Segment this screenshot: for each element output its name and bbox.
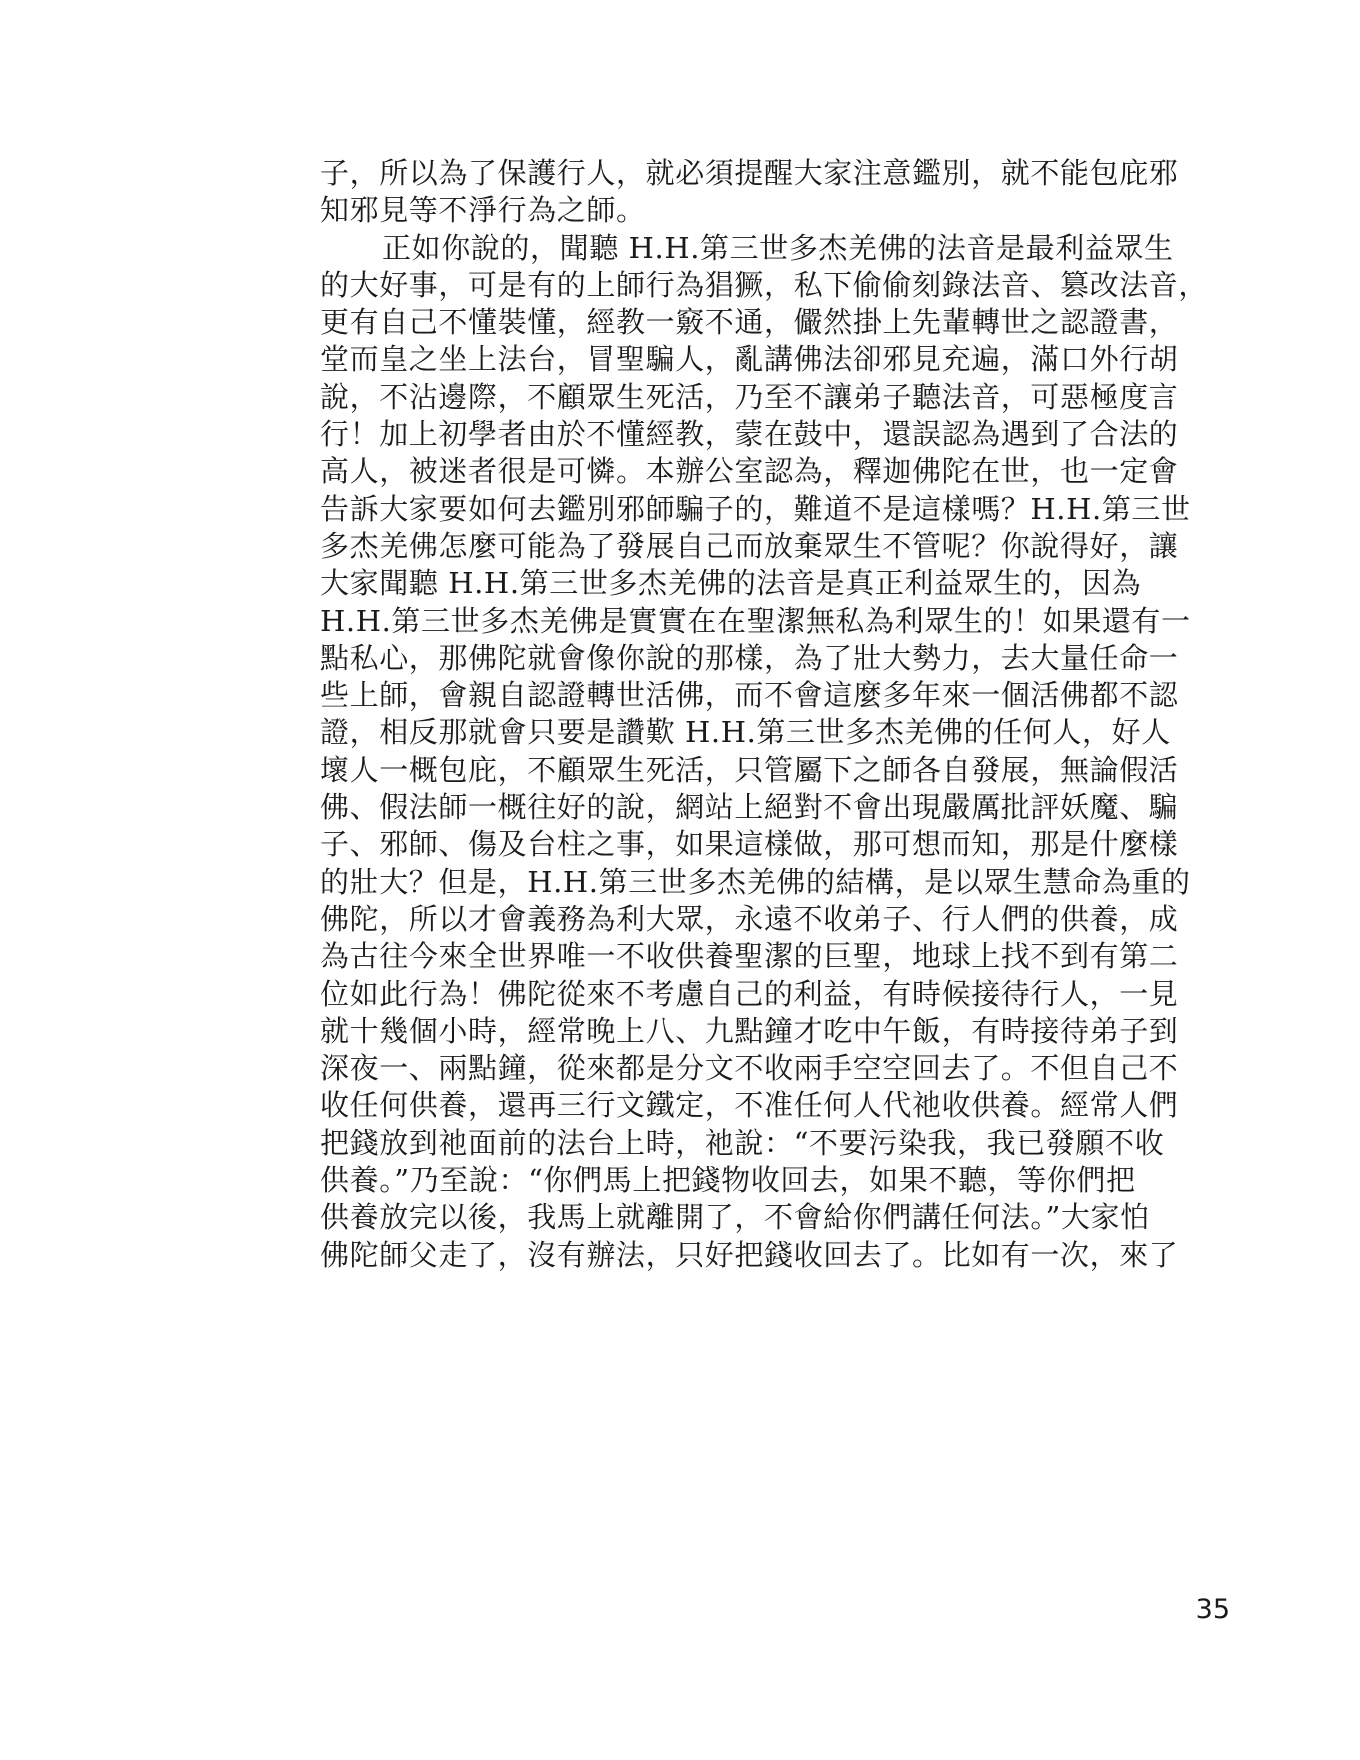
text-line: 的大好事，可是有的上師行為猖獗，私下偷偷刻錄法音、篡改法音， bbox=[320, 267, 1209, 302]
text-line: 知邪見等不淨行為之師。 bbox=[320, 193, 646, 228]
text-line: 就十幾個小時，經常晚上八、九點鐘才吃中午飯，有時接待弟子到 bbox=[320, 1013, 1179, 1048]
text-line: 子、邪師、傷及台柱之事，如果這樣做，那可想而知，那是什麼樣 bbox=[320, 827, 1179, 862]
text-line: 更有自己不懂裝懂，經教一竅不通，儼然掛上先輩轉世之認證書， bbox=[320, 305, 1179, 340]
text-line: 壞人一概包庇，不顧眾生死活，只管屬下之師各自發展，無論假活 bbox=[320, 752, 1179, 787]
text-line: 子，所以為了保護行人，就必須提醒大家注意鑑別，就不能包庇邪 bbox=[320, 156, 1179, 190]
body-text bbox=[320, 155, 1225, 1274]
text-line: 點私心，那佛陀就會像你說的那樣，為了壯大勢力，去大量任命一 bbox=[320, 640, 1179, 675]
text-line: 收任何供養，還再三行文鐵定，不准任何人代祂收供養。經常人們 bbox=[320, 1088, 1179, 1123]
text-line: 把錢放到祂面前的法台上時，祂說：“不要污染我，我已發願不收 bbox=[320, 1125, 1165, 1160]
page-number: 35 bbox=[1195, 1594, 1230, 1625]
paragraph-start-line: 正如你說的，聞聽 H.H.第三世多杰羌佛的法音是最利益眾生 bbox=[382, 230, 1174, 265]
text-line: 些上師，會親自認證轉世活佛，而不會這麼多年來一個活佛都不認 bbox=[320, 678, 1179, 713]
text-line: 告訴大家要如何去鑑別邪師騙子的，難道不是這樣嗎？H.H.第三世 bbox=[320, 491, 1191, 526]
text-line: 供養放完以後，我馬上就離開了，不會給你們講任何法。”大家怕 bbox=[320, 1200, 1150, 1235]
text-line: 說，不沾邊際，不顧眾生死活，乃至不讓弟子聽法音，可惡極度言 bbox=[320, 379, 1179, 414]
text-line: 位如此行為！佛陀從來不考慮自己的利益，有時候接待行人，一見 bbox=[320, 976, 1179, 1011]
text-line: 高人，被迷者很是可憐。本辦公室認為，釋迦佛陀在世，也一定會 bbox=[320, 454, 1179, 489]
text-line: 供養。”乃至說：“你們馬上把錢物收回去，如果不聽，等你們把 bbox=[320, 1163, 1136, 1198]
text-line: 堂而皇之坐上法台，冒聖騙人，亂講佛法卻邪見充遍，滿口外行胡 bbox=[320, 342, 1179, 377]
text-line: 大家聞聽 H.H.第三世多杰羌佛的法音是真正利益眾生的，因為 bbox=[320, 566, 1142, 601]
text-line: 的壯大？但是，H.H.第三世多杰羌佛的結構，是以眾生慧命為重的 bbox=[320, 864, 1191, 899]
text-line: 行！加上初學者由於不懂經教，蒙在鼓中，還誤認為遇到了合法的 bbox=[320, 417, 1179, 452]
text-line: 佛、假法師一概往好的說，網站上絕對不會出現嚴厲批評妖魔、騙 bbox=[320, 790, 1179, 825]
text-line: 多杰羌佛怎麼可能為了發展自己而放棄眾生不管呢？你說得好，讓 bbox=[320, 528, 1179, 563]
text-line: H.H.第三世多杰羌佛是實實在在聖潔無私為利眾生的！如果還有一 bbox=[320, 603, 1191, 638]
text-line: 佛陀，所以才會義務為利大眾，永遠不收弟子、行人們的供養，成 bbox=[320, 901, 1179, 936]
text-line: 為古往今來全世界唯一不收供養聖潔的巨聖，地球上找不到有第二 bbox=[320, 939, 1179, 974]
text-line: 佛陀師父走了，沒有辦法，只好把錢收回去了。比如有一次，來了 bbox=[320, 1237, 1179, 1272]
text-line: 證，相反那就會只要是讚歎 H.H.第三世多杰羌佛的任何人，好人 bbox=[320, 715, 1171, 750]
text-line: 深夜一、兩點鐘，從來都是分文不收兩手空空回去了。不但自己不 bbox=[320, 1051, 1179, 1086]
